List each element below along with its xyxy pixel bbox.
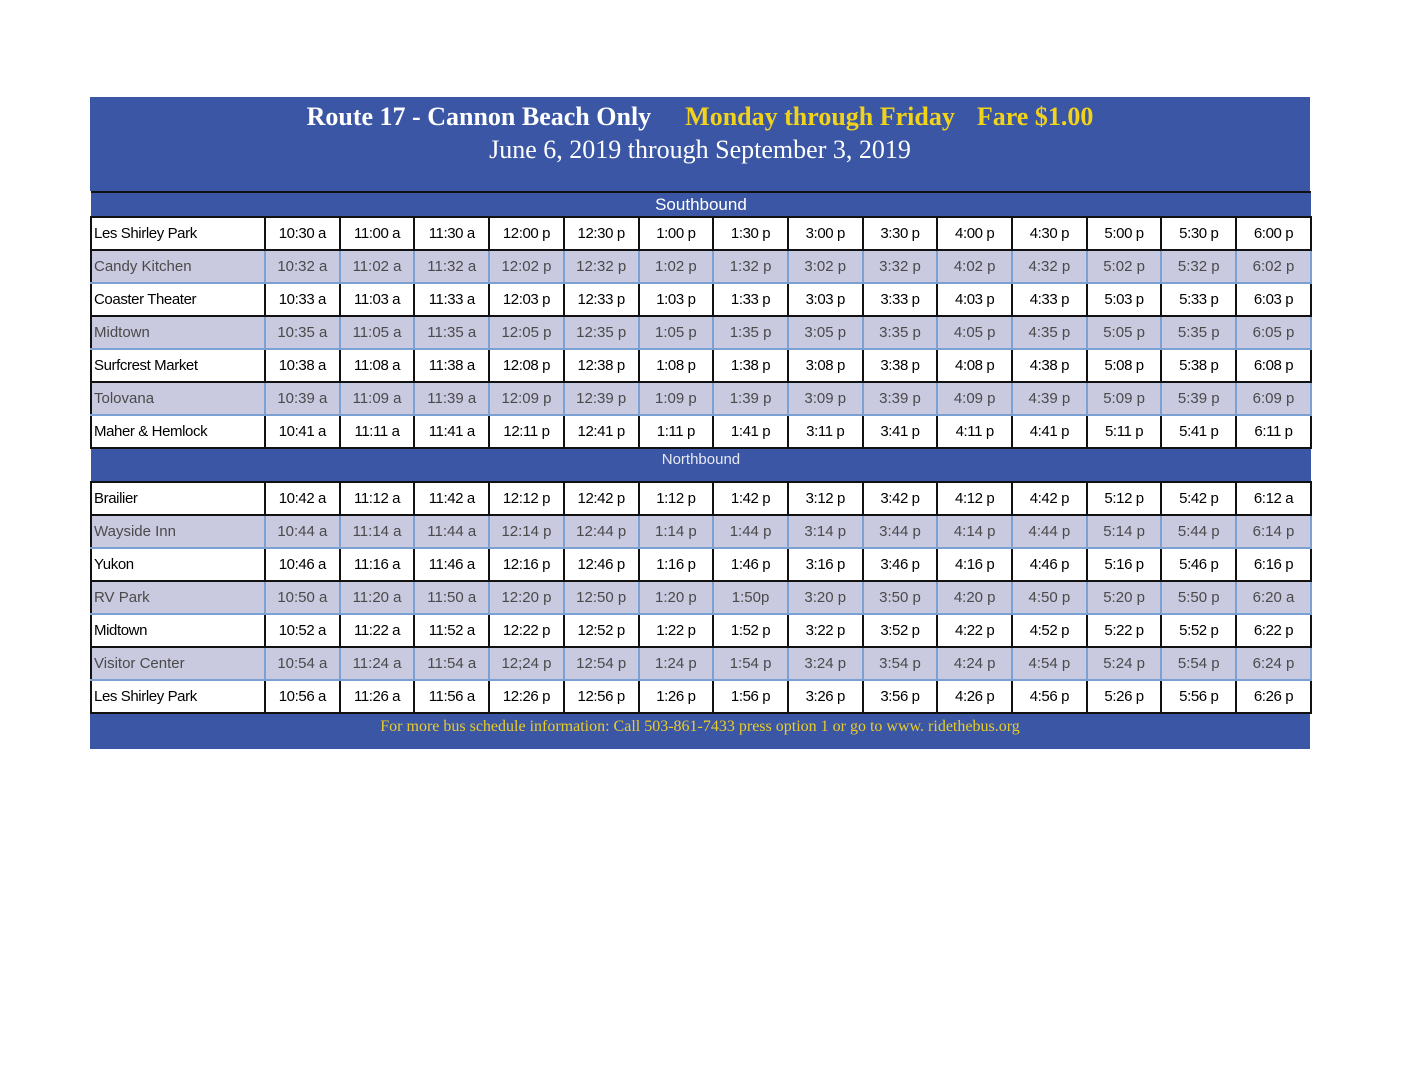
departure-time: 3:03 p [788,283,863,316]
departure-time: 11:30 a [414,217,489,250]
stop-name: Candy Kitchen [91,250,265,283]
departure-time: 5:32 p [1161,250,1236,283]
departure-time: 4:54 p [1012,647,1087,680]
departure-time: 3:02 p [788,250,863,283]
departure-time: 12:56 p [564,680,639,713]
departure-time: 4:39 p [1012,382,1087,415]
departure-time: 1:24 p [639,647,714,680]
stop-name: Midtown [91,316,265,349]
departure-time: 1:03 p [639,283,714,316]
stop-name: Surfcrest Market [91,349,265,382]
departure-time: 1:00 p [639,217,714,250]
departure-time: 4:12 p [937,482,1012,515]
departure-time: 5:39 p [1161,382,1236,415]
departure-time: 10:44 a [265,515,340,548]
departure-time: 1:20 p [639,581,714,614]
departure-time: 6:08 p [1236,349,1311,382]
departure-time: 1:50p [713,581,788,614]
departure-time: 3:33 p [863,283,938,316]
departure-time: 6:26 p [1236,680,1311,713]
departure-time: 12:44 p [564,515,639,548]
departure-time: 3:52 p [863,614,938,647]
departure-time: 6:14 p [1236,515,1311,548]
departure-time: 1:08 p [639,349,714,382]
departure-time: 11:50 a [414,581,489,614]
departure-time: 5:02 p [1087,250,1162,283]
departure-time: 11:03 a [340,283,415,316]
departure-time: 3:32 p [863,250,938,283]
departure-time: 3:44 p [863,515,938,548]
table-row [91,647,1311,680]
departure-time: 3:24 p [788,647,863,680]
departure-time: 10:41 a [265,415,340,448]
departure-time: 4:46 p [1012,548,1087,581]
departure-time: 1:05 p [639,316,714,349]
departure-time: 12:09 p [489,382,564,415]
service-days: Monday through Friday [685,102,955,131]
departure-time: 3:54 p [863,647,938,680]
departure-time: 10:50 a [265,581,340,614]
departure-time: 6:12 a [1236,482,1311,515]
table-row [91,482,1311,515]
stop-name: Wayside Inn [91,515,265,548]
stop-name: Tolovana [91,382,265,415]
departure-time: 4:11 p [937,415,1012,448]
departure-time: 5:46 p [1161,548,1236,581]
departure-time: 3:08 p [788,349,863,382]
departure-time: 6:20 a [1236,581,1311,614]
departure-time: 5:41 p [1161,415,1236,448]
departure-time: 3:16 p [788,548,863,581]
table-row [91,680,1311,713]
departure-time: 1:39 p [713,382,788,415]
departure-time: 11:22 a [340,614,415,647]
departure-time: 10:32 a [265,250,340,283]
departure-time: 12:00 p [489,217,564,250]
stop-name: Brailier [91,482,265,515]
departure-time: 11:54 a [414,647,489,680]
departure-time: 5:20 p [1087,581,1162,614]
departure-time: 11:46 a [414,548,489,581]
departure-time: 5:00 p [1087,217,1162,250]
stop-name: Les Shirley Park [91,217,265,250]
departure-time: 1:42 p [713,482,788,515]
departure-time: 5:22 p [1087,614,1162,647]
departure-time: 3:41 p [863,415,938,448]
stop-name: RV Park [91,581,265,614]
departure-time: 12:22 p [489,614,564,647]
departure-time: 4:08 p [937,349,1012,382]
departure-time: 3:39 p [863,382,938,415]
table-row [91,548,1311,581]
departure-time: 10:42 a [265,482,340,515]
departure-time: 1:16 p [639,548,714,581]
departure-time: 10:38 a [265,349,340,382]
departure-time: 3:26 p [788,680,863,713]
date-range: June 6, 2019 through September 3, 2019 [489,135,911,164]
departure-time: 6:16 p [1236,548,1311,581]
departure-time: 4:56 p [1012,680,1087,713]
departure-time: 11:44 a [414,515,489,548]
departure-time: 1:52 p [713,614,788,647]
departure-time: 3:50 p [863,581,938,614]
departure-time: 5:14 p [1087,515,1162,548]
departure-time: 3:12 p [788,482,863,515]
departure-time: 5:03 p [1087,283,1162,316]
departure-time: 5:09 p [1087,382,1162,415]
departure-time: 5:24 p [1087,647,1162,680]
departure-time: 11:24 a [340,647,415,680]
departure-time: 12:12 p [489,482,564,515]
departure-time: 4:03 p [937,283,1012,316]
table-row [91,515,1311,548]
departure-time: 12:38 p [564,349,639,382]
departure-time: 12:33 p [564,283,639,316]
departure-time: 3:56 p [863,680,938,713]
departure-time: 4:33 p [1012,283,1087,316]
departure-time: 12:08 p [489,349,564,382]
departure-time: 5:08 p [1087,349,1162,382]
departure-time: 3:05 p [788,316,863,349]
departure-time: 5:12 p [1087,482,1162,515]
table-row [91,415,1311,448]
stop-name: Visitor Center [91,647,265,680]
table-row [91,614,1311,647]
departure-time: 3:22 p [788,614,863,647]
departure-time: 1:12 p [639,482,714,515]
table-row [91,581,1311,614]
departure-time: 3:14 p [788,515,863,548]
departure-time: 4:38 p [1012,349,1087,382]
departure-time: 11:20 a [340,581,415,614]
departure-time: 10:54 a [265,647,340,680]
departure-time: 12:20 p [489,581,564,614]
departure-time: 1:11 p [639,415,714,448]
departure-time: 11:11 a [340,415,415,448]
departure-time: 1:38 p [713,349,788,382]
departure-time: 12:39 p [564,382,639,415]
stop-name: Midtown [91,614,265,647]
northbound-section-header [91,448,1311,482]
departure-time: 12:35 p [564,316,639,349]
departure-time: 12:54 p [564,647,639,680]
departure-time: 4:09 p [937,382,1012,415]
departure-time: 6:00 p [1236,217,1311,250]
departure-time: 5:05 p [1087,316,1162,349]
departure-time: 10:56 a [265,680,340,713]
departure-time: 10:35 a [265,316,340,349]
departure-time: 12:16 p [489,548,564,581]
departure-time: 3:38 p [863,349,938,382]
departure-time: 11:08 a [340,349,415,382]
departure-time: 1:44 p [713,515,788,548]
stop-name: Maher & Hemlock [91,415,265,448]
departure-time: 12:05 p [489,316,564,349]
departure-time: 5:38 p [1161,349,1236,382]
departure-time: 11:38 a [414,349,489,382]
departure-time: 11:09 a [340,382,415,415]
departure-time: 12:50 p [564,581,639,614]
departure-time: 4:14 p [937,515,1012,548]
departure-time: 1:33 p [713,283,788,316]
departure-time: 11:12 a [340,482,415,515]
table-row [91,217,1311,250]
departure-time: 11:14 a [340,515,415,548]
departure-time: 1:14 p [639,515,714,548]
departure-time: 1:46 p [713,548,788,581]
departure-time: 1:32 p [713,250,788,283]
departure-time: 5:16 p [1087,548,1162,581]
departure-time: 1:35 p [713,316,788,349]
departure-time: 12:46 p [564,548,639,581]
departure-time: 11:02 a [340,250,415,283]
departure-time: 11:52 a [414,614,489,647]
departure-time: 12:32 p [564,250,639,283]
departure-time: 10:52 a [265,614,340,647]
departure-time: 11:00 a [340,217,415,250]
departure-time: 1:09 p [639,382,714,415]
schedule-header [90,97,1310,191]
departure-time: 4:16 p [937,548,1012,581]
departure-time: 3:00 p [788,217,863,250]
table-row [91,316,1311,349]
departure-time: 5:30 p [1161,217,1236,250]
departure-time: 12:41 p [564,415,639,448]
departure-time: 5:26 p [1087,680,1162,713]
table-row [91,250,1311,283]
departure-time: 11:05 a [340,316,415,349]
departure-time: 3:46 p [863,548,938,581]
departure-time: 4:24 p [937,647,1012,680]
departure-time: 12:14 p [489,515,564,548]
table-row [91,349,1311,382]
departure-time: 11:16 a [340,548,415,581]
departure-time: 1:22 p [639,614,714,647]
departure-time: 12:42 p [564,482,639,515]
departure-time: 5:33 p [1161,283,1236,316]
departure-time: 11:56 a [414,680,489,713]
departure-time: 4:41 p [1012,415,1087,448]
departure-time: 4:35 p [1012,316,1087,349]
departure-time: 3:09 p [788,382,863,415]
departure-time: 4:20 p [937,581,1012,614]
stop-name: Yukon [91,548,265,581]
departure-time: 4:32 p [1012,250,1087,283]
departure-time: 11:35 a [414,316,489,349]
departure-time: 1:54 p [713,647,788,680]
departure-time: 6:02 p [1236,250,1311,283]
departure-time: 1:26 p [639,680,714,713]
departure-time: 10:30 a [265,217,340,250]
departure-time: 11:26 a [340,680,415,713]
departure-time: 5:50 p [1161,581,1236,614]
departure-time: 3:42 p [863,482,938,515]
fare-label: Fare $1.00 [976,102,1094,131]
departure-time: 4:00 p [937,217,1012,250]
departure-time: 6:05 p [1236,316,1311,349]
departure-time: 6:09 p [1236,382,1311,415]
departure-time: 10:33 a [265,283,340,316]
stop-name: Coaster Theater [91,283,265,316]
departure-time: 12:52 p [564,614,639,647]
departure-time: 11:39 a [414,382,489,415]
stop-name: Les Shirley Park [91,680,265,713]
departure-time: 5:11 p [1087,415,1162,448]
departure-time: 6:24 p [1236,647,1311,680]
departure-time: 5:54 p [1161,647,1236,680]
departure-time: 4:50 p [1012,581,1087,614]
departure-time: 4:30 p [1012,217,1087,250]
schedule-table [90,191,1312,714]
departure-time: 5:52 p [1161,614,1236,647]
departure-time: 3:11 p [788,415,863,448]
northbound-label: Northbound [91,448,1311,482]
departure-time: 6:22 p [1236,614,1311,647]
southbound-label: Southbound [91,192,1311,217]
departure-time: 11:41 a [414,415,489,448]
departure-time: 1:30 p [713,217,788,250]
departure-time: 5:44 p [1161,515,1236,548]
departure-time: 11:42 a [414,482,489,515]
departure-time: 5:56 p [1161,680,1236,713]
departure-time: 3:35 p [863,316,938,349]
departure-time: 10:46 a [265,548,340,581]
departure-time: 6:11 p [1236,415,1311,448]
departure-time: 4:26 p [937,680,1012,713]
departure-time: 1:02 p [639,250,714,283]
departure-time: 3:20 p [788,581,863,614]
departure-time: 3:30 p [863,217,938,250]
departure-time: 12:26 p [489,680,564,713]
departure-time: 4:52 p [1012,614,1087,647]
departure-time: 12:03 p [489,283,564,316]
departure-time: 12:30 p [564,217,639,250]
departure-time: 12;24 p [489,647,564,680]
departure-time: 12:02 p [489,250,564,283]
schedule-sheet [90,97,1310,749]
departure-time: 1:41 p [713,415,788,448]
table-row [91,283,1311,316]
departure-time: 4:22 p [937,614,1012,647]
departure-time: 4:02 p [937,250,1012,283]
table-row [91,382,1311,415]
footer-info: For more bus schedule information: Call 503-861-7433 press option 1 or go to www. ridethebus.org [90,714,1310,749]
departure-time: 12:11 p [489,415,564,448]
departure-time: 11:33 a [414,283,489,316]
departure-time: 4:05 p [937,316,1012,349]
departure-time: 11:32 a [414,250,489,283]
departure-time: 5:35 p [1161,316,1236,349]
departure-time: 4:44 p [1012,515,1087,548]
departure-time: 1:56 p [713,680,788,713]
title-line [90,101,1310,133]
schedule-body [91,192,1311,713]
departure-time: 6:03 p [1236,283,1311,316]
departure-time: 10:39 a [265,382,340,415]
departure-time: 4:42 p [1012,482,1087,515]
southbound-section-header [91,192,1311,217]
route-title: Route 17 - Cannon Beach Only [306,102,652,131]
departure-time: 5:42 p [1161,482,1236,515]
